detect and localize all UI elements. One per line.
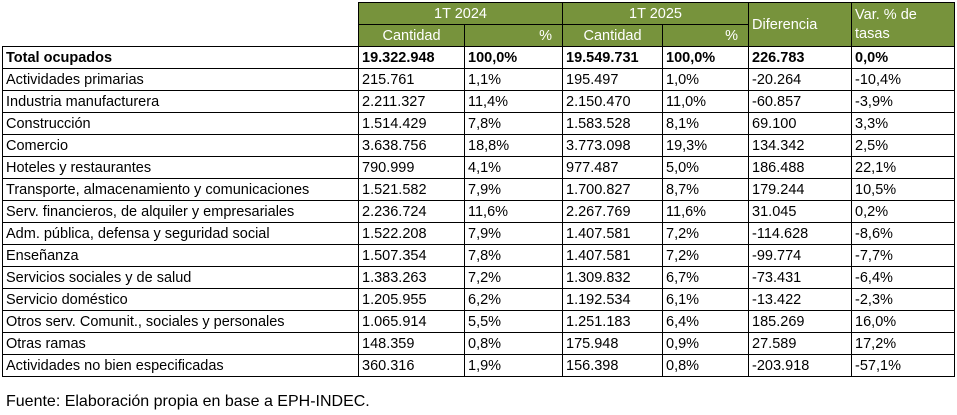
diferencia: 134.342 xyxy=(749,135,852,157)
var-tasas: 10,5% xyxy=(852,179,955,201)
diferencia: 69.100 xyxy=(749,113,852,135)
var-tasas: 2,5% xyxy=(852,135,955,157)
row-label: Enseñanza xyxy=(3,245,359,267)
row-label: Servicio doméstico xyxy=(3,289,359,311)
diferencia: 179.244 xyxy=(749,179,852,201)
pct-2024: 1,9% xyxy=(465,355,563,377)
row-label: Serv. financieros, de alquiler y empresariales xyxy=(3,201,359,223)
table-row xyxy=(3,223,955,245)
pct-2024: 18,8% xyxy=(465,135,563,157)
pct-2025: 5,0% xyxy=(663,157,749,179)
pct-2024: 7,2% xyxy=(465,267,563,289)
pct-2024: 11,6% xyxy=(465,201,563,223)
pct-2025: 8,1% xyxy=(663,113,749,135)
cantidad-2024: 2.211.327 xyxy=(359,91,465,113)
diferencia: -203.918 xyxy=(749,355,852,377)
var-tasas: 17,2% xyxy=(852,333,955,355)
cantidad-2024: 19.322.948 xyxy=(359,47,465,69)
pct-2025: 6,4% xyxy=(663,311,749,333)
pct-2025: 7,2% xyxy=(663,223,749,245)
row-label: Adm. pública, defensa y seguridad social xyxy=(3,223,359,245)
pct-2024: 7,8% xyxy=(465,245,563,267)
pct-2025: 11,6% xyxy=(663,201,749,223)
table-row xyxy=(3,201,955,223)
pct-2024: 7,8% xyxy=(465,113,563,135)
var-tasas: 22,1% xyxy=(852,157,955,179)
cantidad-2024: 215.761 xyxy=(359,69,465,91)
diferencia: -99.774 xyxy=(749,245,852,267)
cantidad-2025: 2.267.769 xyxy=(563,201,663,223)
pct-2025: 19,3% xyxy=(663,135,749,157)
table-row xyxy=(3,333,955,355)
var-tasas: 3,3% xyxy=(852,113,955,135)
diferencia: 226.783 xyxy=(749,47,852,69)
diferencia: -73.431 xyxy=(749,267,852,289)
table-row xyxy=(3,69,955,91)
row-label: Construcción xyxy=(3,113,359,135)
table-row xyxy=(3,289,955,311)
pct-2024: 5,5% xyxy=(465,311,563,333)
diferencia: -60.857 xyxy=(749,91,852,113)
cantidad-2024: 1.205.955 xyxy=(359,289,465,311)
var-tasas: -10,4% xyxy=(852,69,955,91)
cantidad-2025: 2.150.470 xyxy=(563,91,663,113)
cantidad-2025: 1.700.827 xyxy=(563,179,663,201)
pct-2024: 7,9% xyxy=(465,179,563,201)
table-row xyxy=(3,179,955,201)
cantidad-2024: 148.359 xyxy=(359,333,465,355)
header-pct-2024: % xyxy=(465,25,563,47)
cantidad-2025: 156.398 xyxy=(563,355,663,377)
cantidad-2025: 1.309.832 xyxy=(563,267,663,289)
row-label: Otros serv. Comunit., sociales y personales xyxy=(3,311,359,333)
row-label: Comercio xyxy=(3,135,359,157)
header-cantidad-2025: Cantidad xyxy=(563,25,663,47)
cantidad-2025: 1.407.581 xyxy=(563,223,663,245)
var-tasas: -6,4% xyxy=(852,267,955,289)
row-label: Actividades no bien especificadas xyxy=(3,355,359,377)
row-label: Transporte, almacenamiento y comunicaciones xyxy=(3,179,359,201)
corner-cell xyxy=(3,3,359,47)
var-tasas: 0,0% xyxy=(852,47,955,69)
cantidad-2024: 1.521.582 xyxy=(359,179,465,201)
header-pct-2025: % xyxy=(663,25,749,47)
table-row xyxy=(3,157,955,179)
pct-2025: 7,2% xyxy=(663,245,749,267)
pct-2024: 4,1% xyxy=(465,157,563,179)
table-row xyxy=(3,355,955,377)
cantidad-2025: 1.192.534 xyxy=(563,289,663,311)
cantidad-2024: 3.638.756 xyxy=(359,135,465,157)
pct-2024: 11,4% xyxy=(465,91,563,113)
header-var-tasas: Var. % de tasas xyxy=(852,3,955,47)
pct-2025: 8,7% xyxy=(663,179,749,201)
row-label: Total ocupados xyxy=(3,47,359,69)
diferencia: 27.589 xyxy=(749,333,852,355)
pct-2025: 0,8% xyxy=(663,355,749,377)
source-note: Fuente: Elaboración propia en base a EPH-INDEC. xyxy=(6,393,370,410)
cantidad-2024: 1.514.429 xyxy=(359,113,465,135)
cantidad-2024: 1.383.263 xyxy=(359,267,465,289)
cantidad-2025: 1.583.528 xyxy=(563,113,663,135)
var-tasas: 0,2% xyxy=(852,201,955,223)
cantidad-2024: 790.999 xyxy=(359,157,465,179)
header-period-2025: 1T 2025 xyxy=(563,3,749,25)
var-tasas: 16,0% xyxy=(852,311,955,333)
table-row xyxy=(3,245,955,267)
row-label: Industria manufacturera xyxy=(3,91,359,113)
diferencia: 31.045 xyxy=(749,201,852,223)
employment-table xyxy=(2,2,955,377)
header-diferencia: Diferencia xyxy=(749,3,852,47)
cantidad-2025: 195.497 xyxy=(563,69,663,91)
pct-2025: 11,0% xyxy=(663,91,749,113)
pct-2025: 6,1% xyxy=(663,289,749,311)
var-tasas: -8,6% xyxy=(852,223,955,245)
total-row xyxy=(3,47,955,69)
pct-2024: 1,1% xyxy=(465,69,563,91)
var-tasas: -7,7% xyxy=(852,245,955,267)
table-row xyxy=(3,311,955,333)
table-row xyxy=(3,135,955,157)
header-cantidad-2024: Cantidad xyxy=(359,25,465,47)
row-label: Actividades primarias xyxy=(3,69,359,91)
cantidad-2025: 3.773.098 xyxy=(563,135,663,157)
row-label: Servicios sociales y de salud xyxy=(3,267,359,289)
header-period-2024: 1T 2024 xyxy=(359,3,563,25)
pct-2024: 100,0% xyxy=(465,47,563,69)
pct-2025: 0,9% xyxy=(663,333,749,355)
pct-2024: 0,8% xyxy=(465,333,563,355)
pct-2025: 100,0% xyxy=(663,47,749,69)
pct-2024: 6,2% xyxy=(465,289,563,311)
table-row xyxy=(3,91,955,113)
row-label: Otras ramas xyxy=(3,333,359,355)
var-tasas: -2,3% xyxy=(852,289,955,311)
cantidad-2024: 2.236.724 xyxy=(359,201,465,223)
cantidad-2024: 1.507.354 xyxy=(359,245,465,267)
var-tasas: -3,9% xyxy=(852,91,955,113)
cantidad-2025: 1.407.581 xyxy=(563,245,663,267)
diferencia: 185.269 xyxy=(749,311,852,333)
cantidad-2024: 1.522.208 xyxy=(359,223,465,245)
diferencia: 186.488 xyxy=(749,157,852,179)
cantidad-2024: 360.316 xyxy=(359,355,465,377)
pct-2025: 6,7% xyxy=(663,267,749,289)
row-label: Hoteles y restaurantes xyxy=(3,157,359,179)
diferencia: -13.422 xyxy=(749,289,852,311)
table-row xyxy=(3,267,955,289)
diferencia: -20.264 xyxy=(749,69,852,91)
cantidad-2025: 977.487 xyxy=(563,157,663,179)
cantidad-2024: 1.065.914 xyxy=(359,311,465,333)
cantidad-2025: 19.549.731 xyxy=(563,47,663,69)
pct-2024: 7,9% xyxy=(465,223,563,245)
cantidad-2025: 1.251.183 xyxy=(563,311,663,333)
table-row xyxy=(3,113,955,135)
pct-2025: 1,0% xyxy=(663,69,749,91)
cantidad-2025: 175.948 xyxy=(563,333,663,355)
diferencia: -114.628 xyxy=(749,223,852,245)
var-tasas: -57,1% xyxy=(852,355,955,377)
